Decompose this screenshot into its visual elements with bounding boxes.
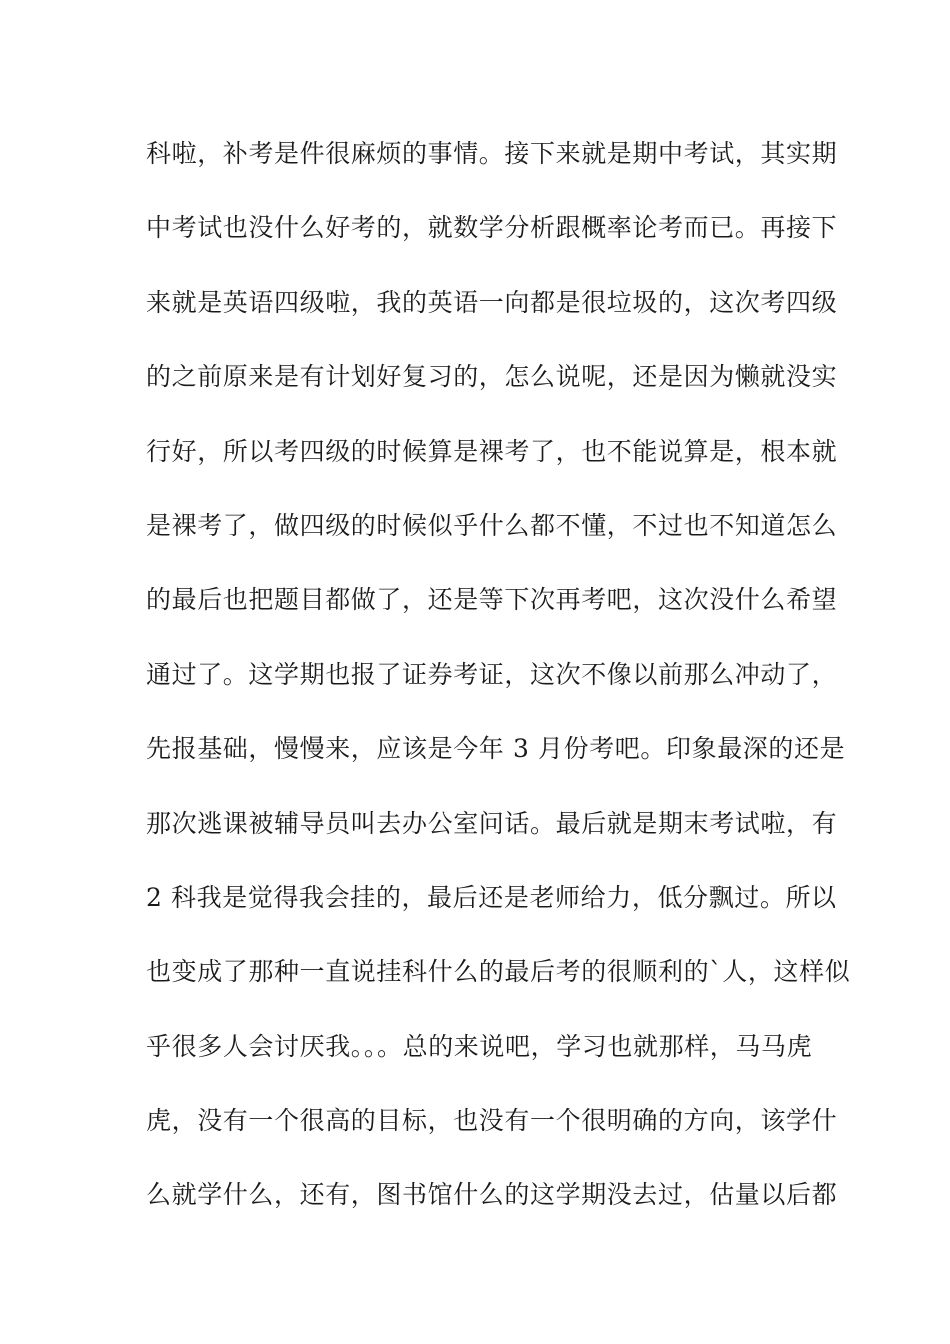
text-line-4: 的之前原来是有计划好复习的，怎么说呢，还是因为懒就没实 [146, 362, 838, 392]
text-line-8: 通过了。这学期也报了证券考证，这次不像以前那么冲动了， [146, 659, 838, 689]
text-line-15: 么就学什么，还有，图书馆什么的这学期没去过，估量以后都 [146, 1180, 838, 1210]
text-line-6: 是裸考了，做四级的时候似乎什么都不懂，不过也不知道怎么 [146, 510, 838, 540]
text-line-9: 先报基础，慢慢来，应该是今年 3 月份考吧。印象最深的还是 [146, 734, 846, 764]
text-line-12: 也变成了那种一直说挂科什么的最后考的很顺利的`人，这样似 [146, 957, 851, 987]
text-line-10: 那次逃课被辅导员叫去办公室问话。最后就是期末考试啦，有 [146, 808, 838, 838]
text-line-13: 乎很多人会讨厌我。。。总的来说吧，学习也就那样，马马虎 [146, 1031, 813, 1061]
text-line-7: 的最后也把题目都做了，还是等下次再考吧，这次没什么希望 [146, 585, 838, 615]
text-line-11: 2 科我是觉得我会挂的，最后还是老师给力，低分飘过。所以 [146, 882, 837, 912]
body-text [146, 132, 851, 1248]
text-line-5: 行好，所以考四级的时候算是裸考了，也不能说算是，根本就 [146, 436, 838, 466]
text-line-2: 中考试也没什么好考的，就数学分析跟概率论考而已。再接下 [146, 213, 838, 243]
text-line-1: 科啦，补考是件很麻烦的事情。接下来就是期中考试，其实期 [146, 139, 838, 168]
text-line-3: 来就是英语四级啦，我的英语一向都是很垃圾的，这次考四级 [146, 287, 838, 317]
text-line-14: 虎，没有一个很高的目标，也没有一个很明确的方向，该学什 [146, 1106, 838, 1136]
